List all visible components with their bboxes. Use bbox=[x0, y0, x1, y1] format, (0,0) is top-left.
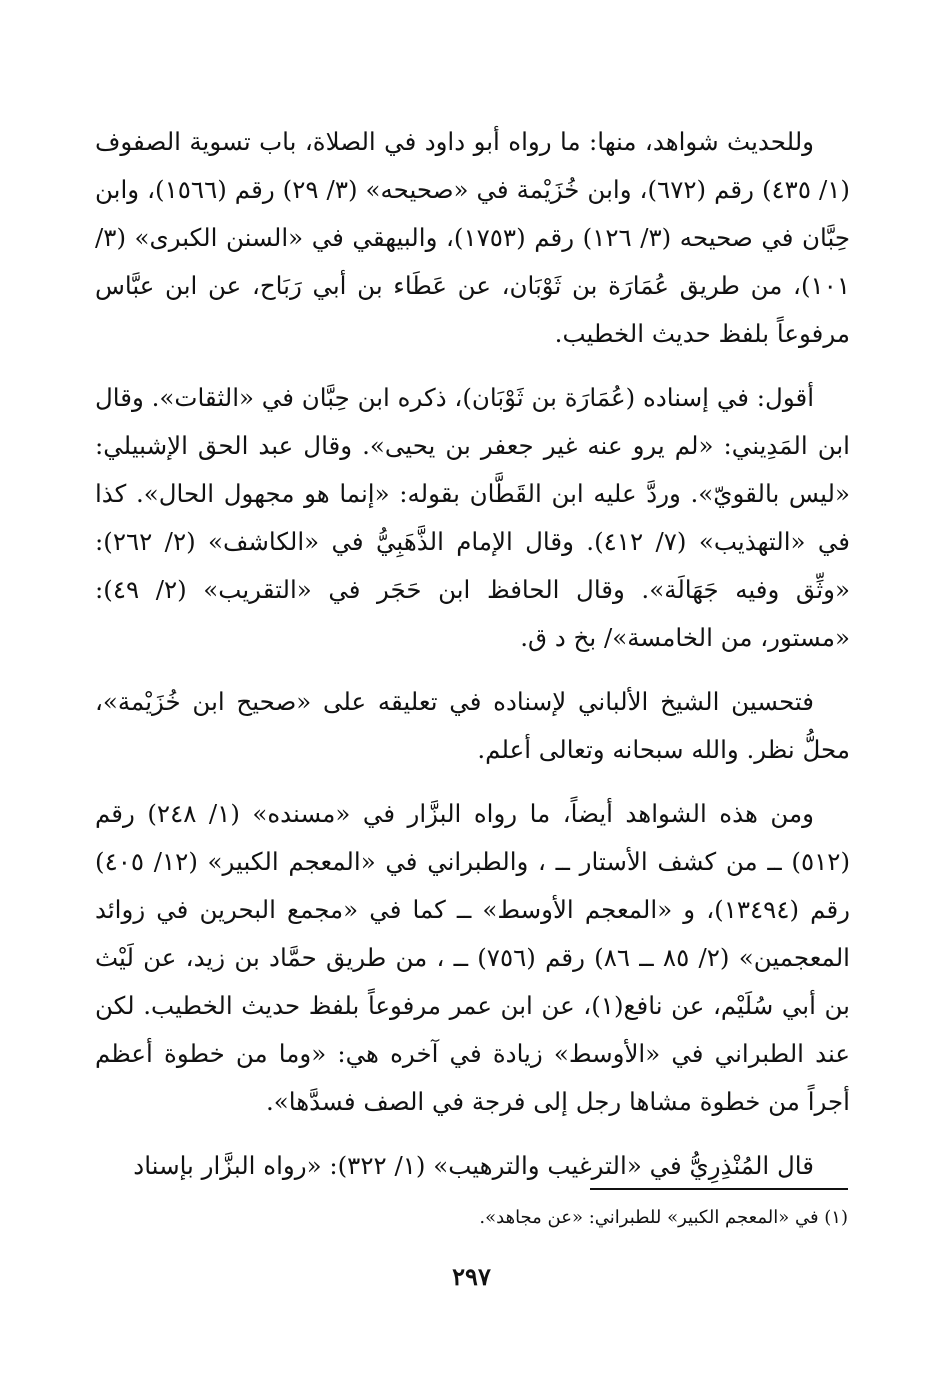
paragraph-4: ومن هذه الشواهد أيضاً، ما رواه البزَّار في «مسنده» (١/ ٢٤٨) رقم (٥١٢) ــ من كشف الأستار ــ ، والطبراني في «المعجم الكبير» (١٢/ ٤٠٥) رقم (١٣٤٩٤)، و «المعجم الأوسط» ــ كما في «مجمع البحرين في زوائد المعجمين» (٢/ ٨٥ ــ ٨٦) رقم (٧٥٦) ــ ، من طريق حمَّاد بن زيد، عن لَيْث بن أبي سُلَيْم، عن نافع(١)، عن ابن عمر مرفوعاً بلفظ حديث الخطيب. لكن عند الطبراني في «الأوسط» زيادة في آخره هي: «وما من خطوة أعظم أجراً من خطوة مشاها رجل إلى فرجة في الصف فسدَّها». bbox=[95, 799, 850, 1116]
paragraph-1: وللحديث شواهد، منها: ما رواه أبو داود في الصلاة، باب تسوية الصفوف (١/ ٤٣٥) رقم (٦٧٢)، وابن خُزَيْمة في «صحيحه» (٣/ ٢٩) رقم (١٥٦٦)، وابن حِبَّان في صحيحه (٣/ ١٢٦) رقم (١٧٥٣)، والبيهقي في «السنن الكبرى» (٣/ ١٠١)، من طريق عُمَارَة بن ثَوْبَان، عن عَطَاء بن أبي رَبَاح، عن ابن عبَّاس مرفوعاً بلفظ حديث الخطيب. bbox=[95, 127, 851, 348]
page-number: ٢٩٧ bbox=[452, 1262, 491, 1291]
main-text bbox=[95, 118, 850, 1190]
paragraph-3: فتحسين الشيخ الألباني لإسناده في تعليقه على «صحيح ابن خُزَيْمة»، محلُّ نظر. والله سبحانه وتعالى أعلم. bbox=[95, 687, 850, 764]
paragraph-2: أقول: في إسناده (عُمَارَة بن ثَوْبَان)، ذكره ابن حِبَّان في «الثقات». وقال ابن المَدِيني: «لم يرو عنه غير جعفر بن يحيى». وقال عبد الحق الإشبيلي: «ليس بالقويّ». وردَّ عليه ابن القَطَّان بقوله: «إنما هو مجهول الحال». كذا في «التهذيب» (٧/ ٤١٢). وقال الإمام الذَّهَبِيُّ في «الكاشف» (٢/ ٢٦٢): «وثِّق وفيه جَهَالَة». وقال الحافظ ابن حَجَر في «التقريب» (٢/ ٤٩): «مستور، من الخامسة»/ بخ د ق. bbox=[95, 383, 851, 652]
paragraph-5: قال المُنْذِرِيُّ في «الترغيب والترهيب» (١/ ٣٢٢): «رواه البزَّار بإسناد bbox=[133, 1151, 814, 1180]
footnote-divider bbox=[590, 1188, 848, 1190]
footnote: (١) في «المعجم الكبير» للطبراني: «عن مجاهد». bbox=[479, 1207, 848, 1228]
